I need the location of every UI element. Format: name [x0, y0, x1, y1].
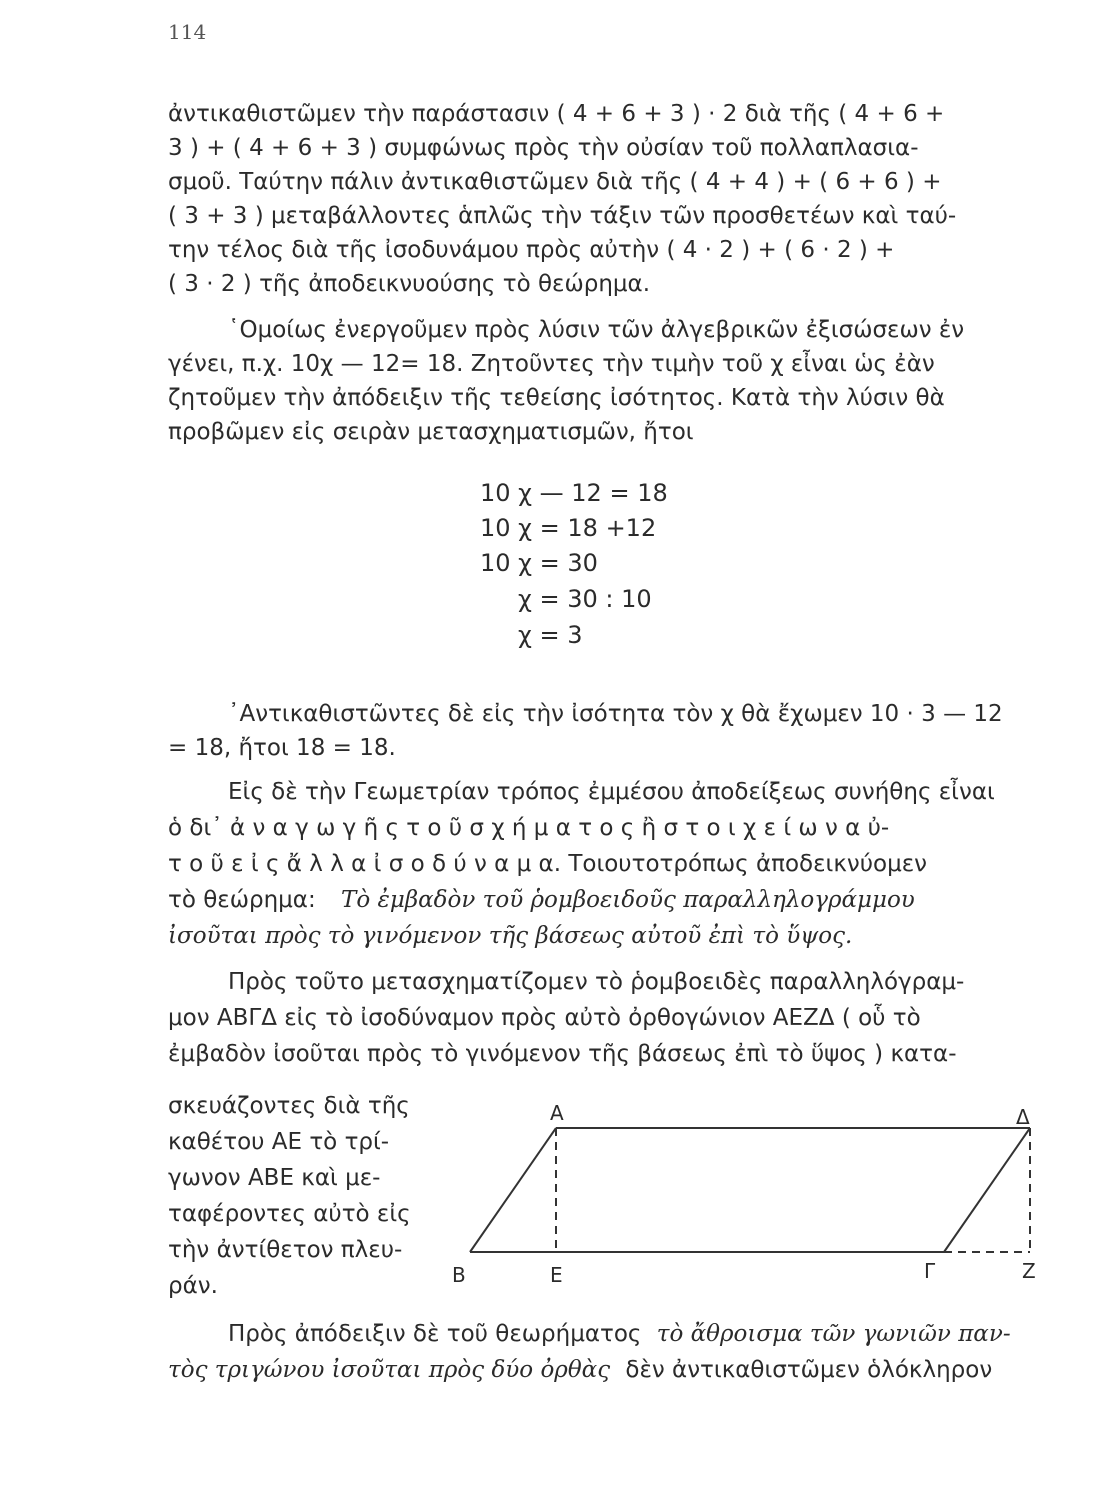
text-line: ζητοῦμεν τὴν ἀπόδειξιν τῆς τεθείσης ἰσότητος. Κατὰ τὴν λύσιν θὰ [168, 385, 945, 411]
label-e: Ε [550, 1263, 563, 1287]
text-line: Εἰς δὲ τὴν Γεωμετρίαν τρόπος ἐμμέσου ἀποδείξεως συνήθης εἶναι [228, 779, 995, 805]
text-span: τὸ θεώρημα: [168, 887, 316, 913]
equation-line: χ = 3 [518, 621, 583, 649]
text-line: ᾿Αντικαθιστῶντες δὲ εἰς τὴν ἰσότητα τὸν χ θὰ ἔχωμεν 10 · 3 — 12 [228, 701, 1003, 727]
text-line [168, 884, 915, 916]
equation-line: 10 χ — 12 = 18 [480, 479, 668, 507]
equation-line: χ = 30 : 10 [518, 585, 652, 613]
text-line: ράν. [168, 1273, 218, 1299]
text-line: ἀντικαθιστῶμεν τὴν παράστασιν ( 4 + 6 + 3 ) · 2 διὰ τῆς ( 4 + 6 + [168, 101, 945, 127]
text-line: Πρὸς τοῦτο μετασχηματίζομεν τὸ ῥομβοειδὲς παραλληλόγραμ- [228, 969, 965, 995]
text-line: ( 3 · 2 ) τῆς ἀποδεικνυούσης τὸ θεώρημα. [168, 271, 651, 297]
label-d: Δ [1016, 1105, 1030, 1129]
text-line: γένει, π.χ. 10χ — 12= 18. Ζητοῦντες τὴν τιμὴν τοῦ χ εἶναι ὡς ἐὰν [168, 351, 935, 377]
italic-theorem: τὸς τριγώνου ἰσοῦται πρὸς δύο ὀρθὰς [168, 1357, 611, 1383]
italic-theorem: Τὸ ἐμβαδὸν τοῦ ῥομβοειδοῦς παραλληλογράμμου [341, 887, 915, 913]
text-line: γωνον ΑΒΕ καὶ με- [168, 1165, 381, 1191]
text-line [228, 1318, 1011, 1350]
text-line: ὁ δι᾿ ἀ ν α γ ω γ ῆ ς τ ο ῦ σ χ ή μ α τ ο ς ἢ σ τ ο ι χ ε ί ω ν α ὐ- [168, 815, 890, 841]
text-line: ἐμβαδὸν ἰσοῦται πρὸς τὸ γινόμενον τῆς βάσεως ἐπὶ τὸ ὕψος ) κατα- [168, 1041, 957, 1067]
text-line: ταφέροντες αὐτὸ εἰς [168, 1201, 411, 1227]
side-gd [944, 1128, 1030, 1252]
equation-line: 10 χ = 18 +12 [480, 514, 657, 542]
text-line: τὴν ἀντίθετον πλευ- [168, 1237, 403, 1263]
text-line: την τέλος διὰ τῆς ἰσοδυνάμου πρὸς αὐτὴν ( 4 · 2 ) + ( 6 · 2 ) + [168, 237, 895, 263]
text-span: δὲν ἀντικαθιστῶμεν ὁλόκληρον [625, 1357, 993, 1383]
text-line: 3 ) + ( 4 + 6 + 3 ) συμφώνως πρὸς τὴν οὐσίαν τοῦ πολλαπλασια- [168, 135, 919, 161]
text-span: Πρὸς ἀπόδειξιν δὲ τοῦ θεωρήματος [228, 1321, 642, 1347]
side-ab [470, 1128, 556, 1252]
parallelogram-figure [430, 1098, 1050, 1298]
text-line: ( 3 + 3 ) μεταβάλλοντες ἁπλῶς τὴν τάξιν τῶν προσθετέων καὶ ταύ- [168, 203, 957, 229]
text-line: σκευάζοντες διὰ τῆς [168, 1093, 410, 1119]
text-line: σμοῦ. Ταύτην πάλιν ἀντικαθιστῶμεν διὰ τῆς ( 4 + 4 ) + ( 6 + 6 ) + [168, 169, 942, 195]
equation-line: 10 χ = 30 [480, 549, 598, 577]
text-line: ῾Ομοίως ἐνεργοῦμεν πρὸς λύσιν τῶν ἀλγεβρικῶν ἐξισώσεων ἐν [228, 317, 965, 343]
italic-theorem: τὸ ἄθροισμα τῶν γωνιῶν παν- [656, 1321, 1011, 1347]
label-a: Α [550, 1101, 564, 1125]
text-line [168, 1354, 992, 1386]
text-line: προβῶμεν εἰς σειρὰν μετασχηματισμῶν, ἤτοι [168, 419, 694, 445]
text-line: τ ο ῦ ε ἰ ς ἄ λ λ α ἰ σ ο δ ύ ν α μ α. Τοιουτοτρόπως ἀποδεικνύομεν [168, 851, 928, 877]
text-line: μον ΑΒΓΔ εἰς τὸ ἰσοδύναμον πρὸς αὐτὸ ὀρθογώνιον ΑΕΖΔ ( οὗ τὸ [168, 1005, 921, 1031]
label-b: Β [452, 1263, 466, 1287]
page-number: 114 [168, 20, 207, 44]
label-g: Γ [924, 1259, 936, 1283]
text-line: = 18, ἤτοι 18 = 18. [168, 735, 396, 761]
label-z: Ζ [1022, 1259, 1036, 1283]
italic-theorem: ἰσοῦται πρὸς τὸ γινόμενον τῆς βάσεως αὐτοῦ ἐπὶ τὸ ὕψος. [168, 923, 853, 949]
text-line: καθέτου ΑΕ τὸ τρί- [168, 1129, 390, 1155]
